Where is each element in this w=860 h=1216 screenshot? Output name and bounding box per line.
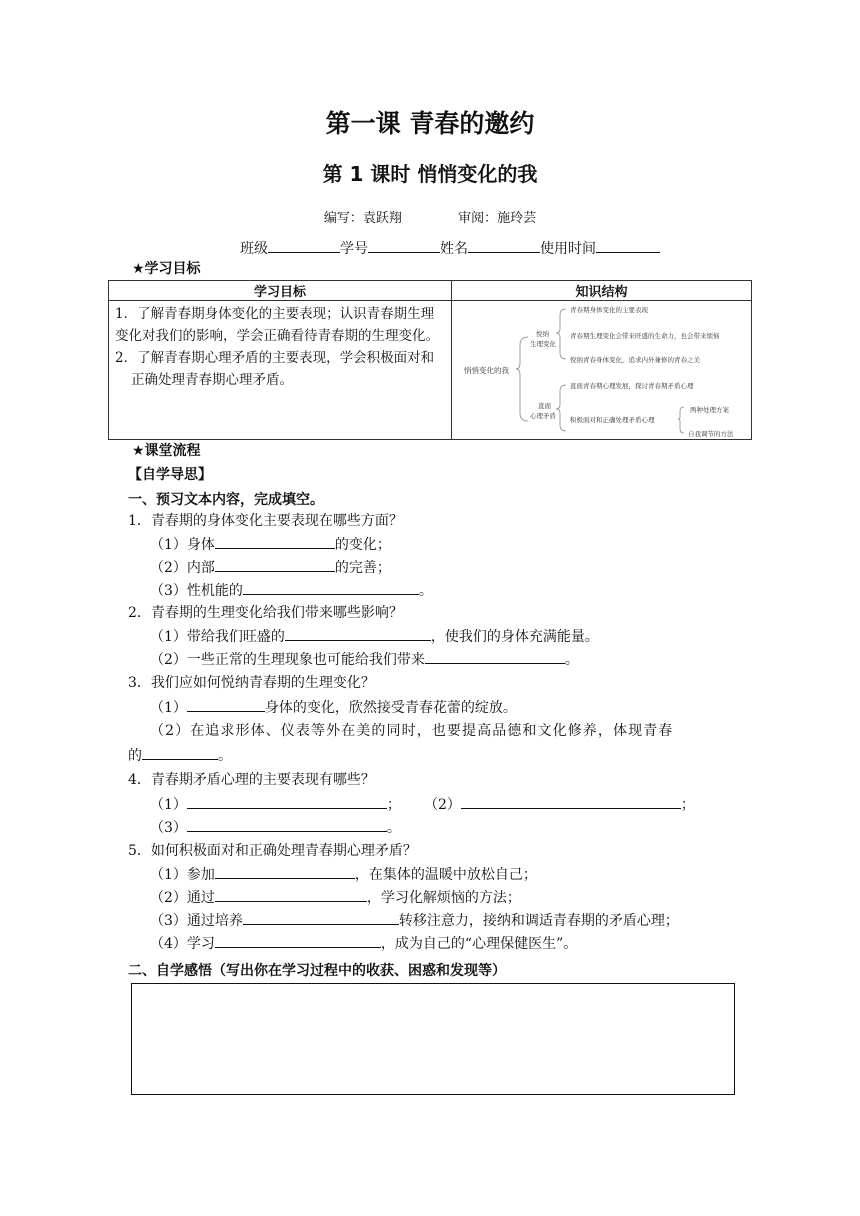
fill-blank[interactable] bbox=[243, 580, 419, 595]
answer-suffix: 的完善； bbox=[334, 560, 391, 576]
reflection-box[interactable] bbox=[131, 983, 735, 1095]
class-blank[interactable] bbox=[268, 238, 340, 253]
answer-line bbox=[150, 887, 521, 908]
answer-prefix: （4）学习 bbox=[150, 936, 215, 952]
tree-branch2-line2: 心理矛盾 bbox=[530, 412, 556, 420]
answer-suffix: 的变化； bbox=[334, 537, 391, 553]
tree-leaf: 两种处理方案 bbox=[690, 406, 729, 414]
answer-suffix: 身体的变化，欣然接受青春花蕾的绽放。 bbox=[264, 700, 517, 716]
answer-prefix: 的 bbox=[128, 748, 142, 764]
answer-line bbox=[128, 745, 232, 766]
structure-column-header: 知识结构 bbox=[452, 281, 752, 301]
tree-root: 悄悄变化的我 bbox=[464, 366, 509, 375]
goals-cell bbox=[109, 301, 452, 440]
tree-leaf: 自我调节的方法 bbox=[688, 430, 734, 438]
answer-suffix: ，在集体的温暖中放松自己； bbox=[354, 867, 537, 883]
tree-leaf: 直面青春期心理发展，探讨青春期矛盾心理 bbox=[570, 382, 694, 390]
tree-leaf: 青春期生理变化会带来旺盛的生命力，也会带来烦恼 bbox=[570, 332, 720, 340]
goal-item: 1．了解青春期身体变化的主要表现；认识青春期生理变化对我们的影响，学会正确看待青春期的生理变化。 bbox=[115, 306, 439, 344]
answer-line: （2）在追求形体、仪表等外在美的同时，也要提高品德和文化修养，体现青春 bbox=[150, 723, 674, 739]
tree-branch1-line1: 悦纳 bbox=[536, 330, 549, 338]
fill-blank[interactable] bbox=[215, 864, 355, 879]
fill-blank[interactable] bbox=[425, 649, 565, 664]
tree-leaf: 悦纳青春身体变化，追求内外兼修的青春之美 bbox=[570, 356, 700, 364]
fill-blank[interactable] bbox=[187, 697, 265, 712]
answer-prefix: （1） bbox=[150, 700, 187, 716]
answer-line bbox=[150, 580, 433, 601]
answer-prefix: （1）带给我们旺盛的 bbox=[150, 629, 285, 645]
fill-blank[interactable] bbox=[243, 910, 399, 925]
answer-line bbox=[150, 817, 401, 838]
answer-suffix: ； bbox=[680, 797, 695, 813]
answer-suffix: 。 bbox=[418, 583, 433, 599]
number-blank[interactable] bbox=[368, 238, 440, 253]
answer-line bbox=[150, 910, 679, 931]
fill-blank[interactable] bbox=[215, 933, 381, 948]
answer-suffix: 。 bbox=[386, 820, 401, 836]
number-label: 学号 bbox=[340, 241, 368, 257]
fill-blank[interactable] bbox=[215, 887, 367, 902]
answer-prefix: （2）通过 bbox=[150, 890, 215, 906]
tree-leaf: 青春期身体变化的主要表现 bbox=[570, 306, 648, 314]
flow-heading: ★课堂流程 bbox=[132, 443, 201, 459]
class-label: 班级 bbox=[240, 241, 268, 257]
answer-line bbox=[424, 794, 695, 815]
time-blank[interactable] bbox=[596, 238, 660, 253]
answer-prefix: （3） bbox=[150, 820, 187, 836]
part2-heading: 二、自学感悟（写出你在学习过程中的收获、困惑和发现等） bbox=[128, 963, 506, 979]
tree-branch1-line2: 生理变化 bbox=[530, 340, 556, 348]
answer-line bbox=[150, 649, 579, 670]
answer-suffix: 。 bbox=[564, 652, 579, 668]
answer-line bbox=[150, 864, 537, 885]
answer-prefix: （2）内部 bbox=[150, 560, 215, 576]
answer-prefix: （3）通过培养 bbox=[150, 913, 243, 929]
name-label: 姓名 bbox=[440, 241, 468, 257]
fill-blank[interactable] bbox=[215, 534, 335, 549]
goal-item: 2．了解青春期心理矛盾的主要表现，学会积极面对和正确处理青春期心理矛盾。 bbox=[115, 350, 435, 388]
goals-column-header: 学习目标 bbox=[109, 281, 452, 301]
answer-prefix: （1）身体 bbox=[150, 537, 215, 553]
fill-blank[interactable] bbox=[187, 794, 387, 809]
reviewer-label: 审阅：施玲芸 bbox=[458, 211, 537, 226]
fill-blank[interactable] bbox=[285, 626, 431, 641]
question-2: 2．青春期的生理变化给我们带来哪些影响？ bbox=[128, 605, 403, 621]
answer-line bbox=[150, 534, 391, 555]
knowledge-tree bbox=[452, 301, 751, 439]
answer-prefix: （1）参加 bbox=[150, 867, 215, 883]
name-blank[interactable] bbox=[468, 238, 540, 253]
answer-line bbox=[150, 557, 391, 578]
structure-cell bbox=[452, 301, 752, 440]
answer-prefix: （3）性机能的 bbox=[150, 583, 243, 599]
lesson-subtitle: 第 1 课时 悄悄变化的我 bbox=[322, 162, 538, 186]
question-5: 5．如何积极面对和正确处理青春期心理矛盾？ bbox=[128, 843, 417, 859]
question-1: 1．青春期的身体变化主要表现在哪些方面？ bbox=[128, 513, 403, 529]
tree-branch2-line1: 直面 bbox=[538, 402, 551, 410]
question-4: 4．青春期矛盾心理的主要表现有哪些？ bbox=[128, 772, 375, 788]
fill-blank[interactable] bbox=[215, 557, 335, 572]
answer-suffix: ，学习化解烦恼的方法； bbox=[366, 890, 521, 906]
answer-prefix: （2） bbox=[424, 797, 461, 813]
answer-line bbox=[150, 933, 577, 954]
lesson-title: 第一课 青春的邀约 bbox=[325, 109, 535, 138]
answer-suffix: ，成为自己的“心理保健医生”。 bbox=[380, 936, 578, 952]
self-study-heading: 【自学导思】 bbox=[128, 467, 212, 483]
editor-label: 编写：袁跃翔 bbox=[323, 211, 402, 226]
answer-line bbox=[150, 697, 517, 718]
fill-blank[interactable] bbox=[461, 794, 681, 809]
tree-leaf: 积极面对和正确处理矛盾心理 bbox=[570, 416, 655, 424]
answer-line bbox=[150, 626, 599, 647]
answer-prefix: （1） bbox=[150, 797, 187, 813]
answer-suffix: ； bbox=[386, 797, 401, 813]
answer-prefix: （2）一些正常的生理现象也可能给我们带来 bbox=[150, 652, 425, 668]
part1-heading: 一、预习文本内容，完成填空。 bbox=[128, 492, 324, 508]
student-info-line bbox=[240, 238, 660, 258]
authors-line bbox=[0, 207, 860, 226]
answer-suffix: 。 bbox=[218, 748, 232, 764]
goal-heading: ★学习目标 bbox=[132, 261, 201, 277]
fill-blank[interactable] bbox=[142, 745, 218, 760]
answer-suffix: ，使我们的身体充满能量。 bbox=[430, 629, 599, 645]
goals-table bbox=[108, 280, 752, 440]
answer-line bbox=[150, 794, 401, 815]
fill-blank[interactable] bbox=[187, 817, 387, 832]
time-label: 使用时间 bbox=[540, 241, 596, 257]
question-3: 3．我们应如何悦纳青春期的生理变化？ bbox=[128, 675, 375, 691]
answer-suffix: 转移注意力，接纳和调适青春期的矛盾心理； bbox=[398, 913, 679, 929]
